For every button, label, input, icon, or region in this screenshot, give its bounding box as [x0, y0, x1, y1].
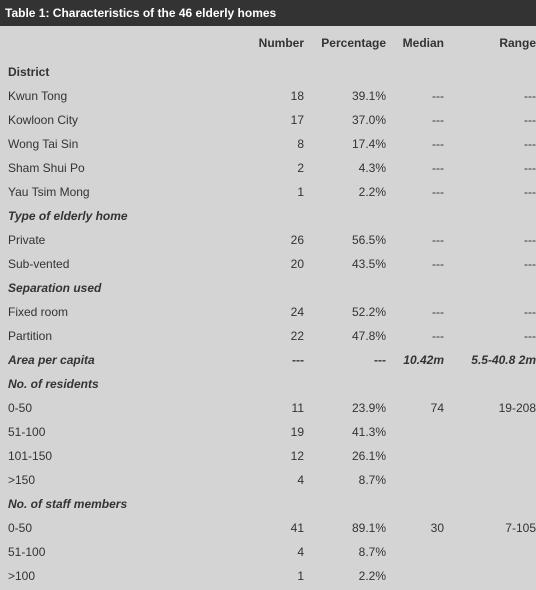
row-percentage	[304, 492, 386, 516]
row-median: ---	[432, 89, 444, 103]
header-percentage: Percentage	[321, 36, 386, 50]
row-median: 30	[430, 521, 444, 535]
row-number: 2	[297, 161, 304, 175]
characteristics-table	[0, 26, 536, 588]
table-row	[0, 180, 536, 204]
table-title: Table 1: Characteristics of the 46 elderly homes	[0, 0, 536, 26]
row-number: 18	[290, 89, 304, 103]
row-label: Partition	[8, 329, 53, 343]
header-number: Number	[258, 36, 304, 50]
row-range	[444, 540, 536, 564]
row-number	[224, 204, 304, 228]
table-row	[0, 156, 536, 180]
row-range	[444, 492, 536, 516]
row-range	[444, 468, 536, 492]
row-number: 22	[290, 329, 304, 343]
row-label: 51-100	[8, 425, 46, 439]
table-row	[0, 564, 536, 588]
table-body	[0, 60, 536, 588]
row-percentage: 47.8%	[351, 329, 386, 343]
row-range: ---	[524, 161, 536, 175]
row-range: ---	[524, 305, 536, 319]
table-row	[0, 444, 536, 468]
row-number: 8	[297, 137, 304, 151]
row-median	[386, 420, 444, 444]
section-row	[0, 204, 536, 228]
row-label: No. of residents	[8, 377, 99, 391]
table-row	[0, 540, 536, 564]
row-number	[224, 276, 304, 300]
row-percentage: 56.5%	[351, 233, 386, 247]
row-range: 7-105	[505, 521, 536, 535]
table-row	[0, 228, 536, 252]
section-row	[0, 372, 536, 396]
row-number: 4	[297, 473, 304, 487]
row-percentage: 41.3%	[351, 425, 386, 439]
row-median	[386, 60, 444, 84]
row-percentage	[304, 372, 386, 396]
table-row	[0, 252, 536, 276]
row-median	[386, 444, 444, 468]
table-row	[0, 516, 536, 540]
table-row	[0, 396, 536, 420]
row-median	[386, 564, 444, 588]
row-label: >150	[8, 473, 36, 487]
row-median: ---	[432, 257, 444, 271]
row-percentage	[304, 276, 386, 300]
row-label: No. of staff members	[8, 497, 128, 511]
row-percentage	[304, 204, 386, 228]
row-label: 0-50	[8, 401, 33, 415]
row-percentage: 26.1%	[351, 449, 386, 463]
row-range	[444, 444, 536, 468]
row-median: ---	[432, 137, 444, 151]
row-range: ---	[524, 89, 536, 103]
row-label: 0-50	[8, 521, 33, 535]
row-number: 19	[290, 425, 304, 439]
section-row	[0, 60, 536, 84]
row-range: ---	[524, 233, 536, 247]
row-median: ---	[432, 233, 444, 247]
row-range: ---	[524, 257, 536, 271]
row-median: ---	[432, 329, 444, 343]
row-percentage: 2.2%	[358, 569, 386, 583]
row-median	[386, 492, 444, 516]
row-percentage: 4.3%	[358, 161, 386, 175]
row-median	[386, 468, 444, 492]
row-median	[386, 372, 444, 396]
row-label: Area per capita	[8, 353, 95, 367]
row-label: >100	[8, 569, 36, 583]
row-percentage: 37.0%	[351, 113, 386, 127]
row-range: ---	[524, 137, 536, 151]
table-row	[0, 468, 536, 492]
row-percentage: 89.1%	[351, 521, 386, 535]
row-percentage	[304, 60, 386, 84]
row-percentage: 39.1%	[351, 89, 386, 103]
row-label: District	[8, 65, 50, 79]
row-number: 1	[297, 185, 304, 199]
row-median	[386, 540, 444, 564]
row-range: ---	[524, 113, 536, 127]
row-label: Kowloon City	[8, 113, 79, 127]
row-median: ---	[432, 161, 444, 175]
row-number: 41	[290, 521, 304, 535]
table-row	[0, 324, 536, 348]
row-percentage: 2.2%	[358, 185, 386, 199]
row-percentage: 17.4%	[351, 137, 386, 151]
row-label: Type of elderly home	[8, 209, 128, 223]
header-median: Median	[402, 36, 444, 50]
row-range: ---	[524, 185, 536, 199]
row-percentage: 23.9%	[351, 401, 386, 415]
table-header-row	[0, 26, 536, 60]
header-range: Range	[499, 36, 536, 50]
row-number: 26	[290, 233, 304, 247]
row-percentage: ---	[374, 353, 386, 367]
row-number: 11	[291, 401, 304, 415]
row-median	[386, 204, 444, 228]
table-row	[0, 108, 536, 132]
header-label	[0, 26, 224, 60]
row-percentage: 43.5%	[351, 257, 386, 271]
row-range: 5.5-40.8 2m	[471, 353, 536, 367]
row-number: 20	[290, 257, 304, 271]
row-label: Fixed room	[8, 305, 69, 319]
row-number	[224, 492, 304, 516]
row-number: 17	[290, 113, 304, 127]
row-percentage: 8.7%	[358, 473, 386, 487]
section-row	[0, 492, 536, 516]
row-label: Yau Tsim Mong	[8, 185, 90, 199]
row-median: ---	[432, 185, 444, 199]
table-row	[0, 420, 536, 444]
row-number	[224, 372, 304, 396]
row-median: ---	[432, 113, 444, 127]
row-label: Sham Shui Po	[8, 161, 85, 175]
row-number: 4	[297, 545, 304, 559]
row-range	[444, 276, 536, 300]
row-range: ---	[524, 329, 536, 343]
row-label: Separation used	[8, 281, 102, 295]
row-number: 24	[290, 305, 304, 319]
row-label: 101-150	[8, 449, 53, 463]
row-range	[444, 60, 536, 84]
row-number	[224, 60, 304, 84]
row-range	[444, 420, 536, 444]
table-row	[0, 84, 536, 108]
row-range	[444, 564, 536, 588]
row-number: 12	[290, 449, 304, 463]
row-label: 51-100	[8, 545, 46, 559]
row-median: 74	[430, 401, 444, 415]
row-median: ---	[432, 305, 444, 319]
row-label: Wong Tai Sin	[8, 137, 79, 151]
row-label: Kwun Tong	[8, 89, 68, 103]
table-row	[0, 300, 536, 324]
row-percentage: 8.7%	[358, 545, 386, 559]
row-label: Private	[8, 233, 46, 247]
row-range	[444, 372, 536, 396]
table-row	[0, 132, 536, 156]
row-range	[444, 204, 536, 228]
row-median	[386, 276, 444, 300]
section-row	[0, 276, 536, 300]
row-range: 19-208	[498, 401, 536, 415]
section-row	[0, 348, 536, 372]
row-percentage: 52.2%	[351, 305, 386, 319]
row-label: Sub-vented	[8, 257, 70, 271]
row-number: 1	[297, 569, 304, 583]
row-number: ---	[292, 353, 304, 367]
row-median: 10.42m	[403, 353, 444, 367]
